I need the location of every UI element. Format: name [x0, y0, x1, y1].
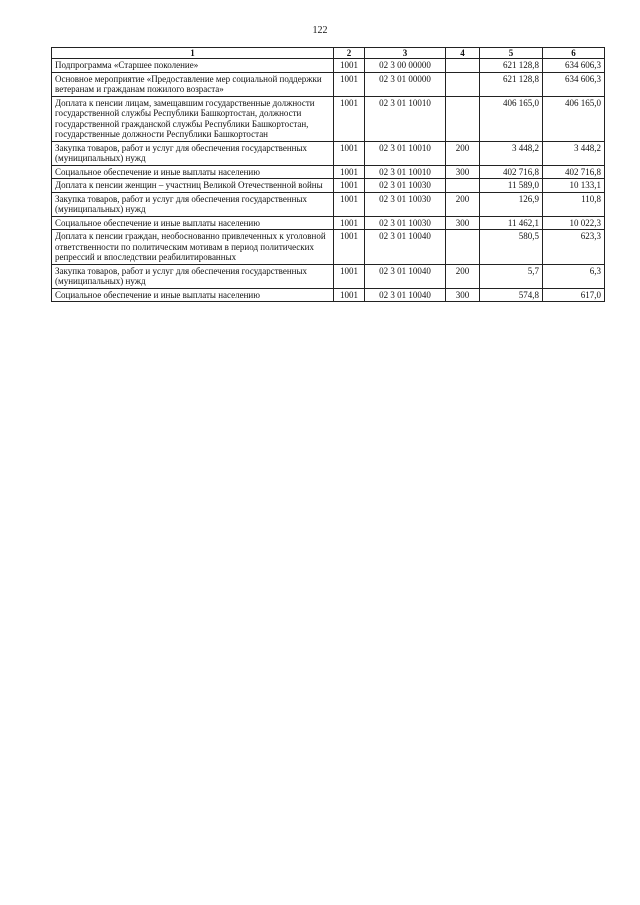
row-value-5: 11 589,0	[480, 179, 543, 193]
header-col-5: 5	[480, 48, 543, 59]
table-body	[52, 59, 605, 302]
row-type	[446, 72, 480, 96]
row-target: 02 3 01 10030	[365, 216, 446, 230]
row-value-6: 3 448,2	[543, 141, 605, 165]
row-value-5: 574,8	[480, 288, 543, 302]
table-row	[52, 179, 605, 193]
row-value-5: 3 448,2	[480, 141, 543, 165]
table-row	[52, 165, 605, 179]
row-section: 1001	[334, 192, 365, 216]
row-section: 1001	[334, 179, 365, 193]
row-name: Доплата к пенсии женщин – участниц Великой Отечественной войны	[52, 179, 334, 193]
row-value-6: 617,0	[543, 288, 605, 302]
row-value-5: 406 165,0	[480, 96, 543, 141]
header-col-3: 3	[365, 48, 446, 59]
row-section: 1001	[334, 216, 365, 230]
row-section: 1001	[334, 96, 365, 141]
table-row	[52, 288, 605, 302]
row-type: 200	[446, 192, 480, 216]
row-section: 1001	[334, 72, 365, 96]
row-target: 02 3 01 10010	[365, 165, 446, 179]
row-target: 02 3 01 10040	[365, 288, 446, 302]
row-value-6: 634 606,3	[543, 59, 605, 73]
row-type	[446, 96, 480, 141]
row-name: Основное мероприятие «Предоставление мер социальной поддержки ветеранам и гражданам пожилого возраста»	[52, 72, 334, 96]
row-value-6: 110,8	[543, 192, 605, 216]
row-value-6: 623,3	[543, 230, 605, 265]
header-row	[52, 48, 605, 59]
header-col-4: 4	[446, 48, 480, 59]
row-target: 02 3 01 00000	[365, 72, 446, 96]
row-name: Закупка товаров, работ и услуг для обеспечения государственных (муниципальных) нужд	[52, 264, 334, 288]
row-target: 02 3 01 10040	[365, 230, 446, 265]
row-value-6: 406 165,0	[543, 96, 605, 141]
table-header	[52, 48, 605, 59]
table-row	[52, 192, 605, 216]
table-row	[52, 72, 605, 96]
row-value-6: 402 716,8	[543, 165, 605, 179]
row-type: 300	[446, 288, 480, 302]
row-section: 1001	[334, 264, 365, 288]
row-name: Социальное обеспечение и иные выплаты населению	[52, 216, 334, 230]
row-name: Закупка товаров, работ и услуг для обеспечения государственных (муниципальных) нужд	[52, 141, 334, 165]
table-row	[52, 230, 605, 265]
row-type: 300	[446, 216, 480, 230]
row-section: 1001	[334, 165, 365, 179]
row-value-6: 10 133,1	[543, 179, 605, 193]
row-type	[446, 59, 480, 73]
table-row	[52, 141, 605, 165]
table-row	[52, 96, 605, 141]
row-value-5: 621 128,8	[480, 59, 543, 73]
row-name: Социальное обеспечение и иные выплаты населению	[52, 165, 334, 179]
row-name: Доплата к пенсии лицам, замещавшим государственные должности государственной службы Республики Башкортостан, должности государственной гражданской службы Республики Башкортостан, государственные должности Республики Башкортостан	[52, 96, 334, 141]
row-name: Социальное обеспечение и иные выплаты населению	[52, 288, 334, 302]
row-target: 02 3 01 10010	[365, 96, 446, 141]
row-value-5: 126,9	[480, 192, 543, 216]
table-row	[52, 264, 605, 288]
row-value-5: 580,5	[480, 230, 543, 265]
row-value-5: 11 462,1	[480, 216, 543, 230]
header-col-1: 1	[52, 48, 334, 59]
row-type: 200	[446, 264, 480, 288]
header-col-6: 6	[543, 48, 605, 59]
row-type: 300	[446, 165, 480, 179]
row-name: Закупка товаров, работ и услуг для обеспечения государственных (муниципальных) нужд	[52, 192, 334, 216]
page-number: 122	[312, 25, 328, 36]
row-target: 02 3 01 10030	[365, 192, 446, 216]
header-col-2: 2	[334, 48, 365, 59]
row-section: 1001	[334, 141, 365, 165]
row-target: 02 3 01 10010	[365, 141, 446, 165]
row-value-5: 402 716,8	[480, 165, 543, 179]
row-type	[446, 179, 480, 193]
row-section: 1001	[334, 288, 365, 302]
row-value-6: 10 022,3	[543, 216, 605, 230]
row-target: 02 3 01 10030	[365, 179, 446, 193]
row-section: 1001	[334, 59, 365, 73]
row-value-6: 634 606,3	[543, 72, 605, 96]
table-row	[52, 216, 605, 230]
budget-table	[51, 47, 605, 302]
row-value-5: 5,7	[480, 264, 543, 288]
row-value-6: 6,3	[543, 264, 605, 288]
table-row	[52, 59, 605, 73]
row-name: Доплата к пенсии граждан, необоснованно привлеченных к уголовной ответственности по политическим мотивам в период политических репрессий и впоследствии реабилитированных	[52, 230, 334, 265]
row-target: 02 3 00 00000	[365, 59, 446, 73]
row-section: 1001	[334, 230, 365, 265]
row-value-5: 621 128,8	[480, 72, 543, 96]
row-type: 200	[446, 141, 480, 165]
row-name: Подпрограмма «Старшее поколение»	[52, 59, 334, 73]
row-target: 02 3 01 10040	[365, 264, 446, 288]
row-type	[446, 230, 480, 265]
